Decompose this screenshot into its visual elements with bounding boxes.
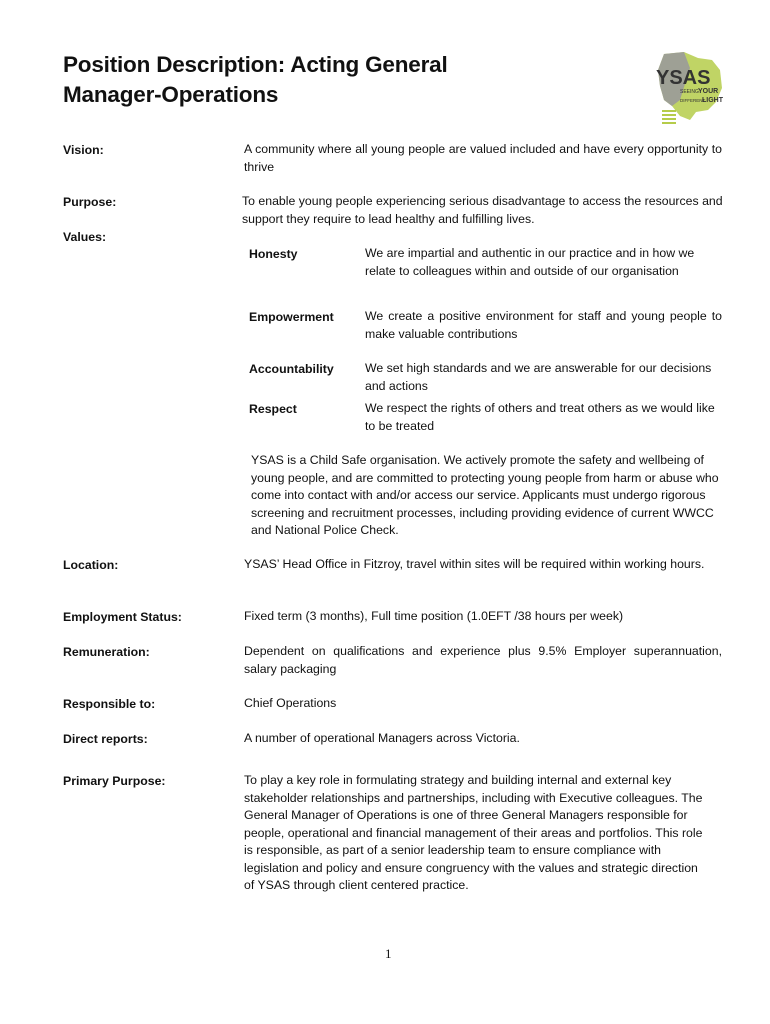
logo-tagline-1: SEEING [680, 89, 699, 95]
logo-tagline-2: YOUR [698, 88, 719, 95]
primary-purpose-text: To play a key role in formulating strategy and building internal and external key stakeholder relationships and partnerships, including with Executive colleagues. The General Manager of Operations is one of three General Managers responsible for people, operational and financial management of their areas and portfolios. This role is responsible, as part of a senior leadership team to ensure compliance with legislation and policy and ensure congruency with the values and strategic direction of YSAS through client centered practice. [244, 773, 703, 892]
value-name-respect: Respect [249, 402, 297, 416]
responsible-to-text: Chief Operations [244, 696, 337, 710]
value-name-empowerment: Empowerment [249, 310, 334, 324]
responsible-to-label: Responsible to: [63, 697, 156, 711]
logo-tagline-4: LIGHT [702, 97, 723, 104]
logo-tagline-3: DIFFERENT [680, 98, 706, 103]
purpose-label: Purpose: [63, 195, 117, 209]
location-text: YSAS’ Head Office in Fitzroy, travel within sites will be required within working hours. [244, 557, 705, 571]
purpose-text: To enable young people experiencing serious disadvantage to access the resources and support they require to lead healthy and fulfilling lives. [242, 194, 723, 226]
logo-brand: YSAS [656, 67, 711, 89]
value-name-honesty: Honesty [249, 247, 298, 261]
remuneration-label: Remuneration: [63, 645, 150, 659]
values-label: Values: [63, 230, 107, 244]
direct-reports-text: A number of operational Managers across Victoria. [244, 731, 520, 745]
location-label: Location: [63, 558, 119, 572]
vision-text: A community where all young people are valued included and have every opportunity to thrive [244, 142, 722, 174]
value-name-accountability: Accountability [249, 362, 334, 376]
primary-purpose-label: Primary Purpose: [63, 774, 166, 788]
page-number: 1 [385, 946, 392, 961]
page-title: Position Description: Acting General Manager-Operations [63, 52, 448, 107]
vision-label: Vision: [63, 143, 104, 157]
value-desc-accountability: We set high standards and we are answerable for our decisions and actions [365, 361, 712, 393]
employment-status-label: Employment Status: [63, 610, 182, 624]
remuneration-text: Dependent on qualifications and experience plus 9.5% Employer superannuation, salary packaging [244, 644, 722, 676]
value-desc-respect: We respect the rights of others and treat others as we would like to be treated [365, 401, 715, 433]
ysas-logo [650, 50, 726, 130]
child-safe-statement: YSAS is a Child Safe organisation. We actively promote the safety and wellbeing of young people, and are committed to protecting young people from harm or abuse who come into contact with and/or access our service. Applicants must undergo rigorous screening and recruitment processes, including providing evidence of current WWCC and National Police Check. [251, 453, 719, 537]
value-desc-empowerment: We create a positive environment for staff and young people to make valuable contributions [365, 309, 722, 341]
value-desc-honesty: We are impartial and authentic in our practice and in how we relate to colleagues within and outside of our organisation [365, 246, 695, 278]
direct-reports-label: Direct reports: [63, 732, 148, 746]
employment-status-text: Fixed term (3 months), Full time position (1.0EFT /38 hours per week) [244, 609, 624, 623]
